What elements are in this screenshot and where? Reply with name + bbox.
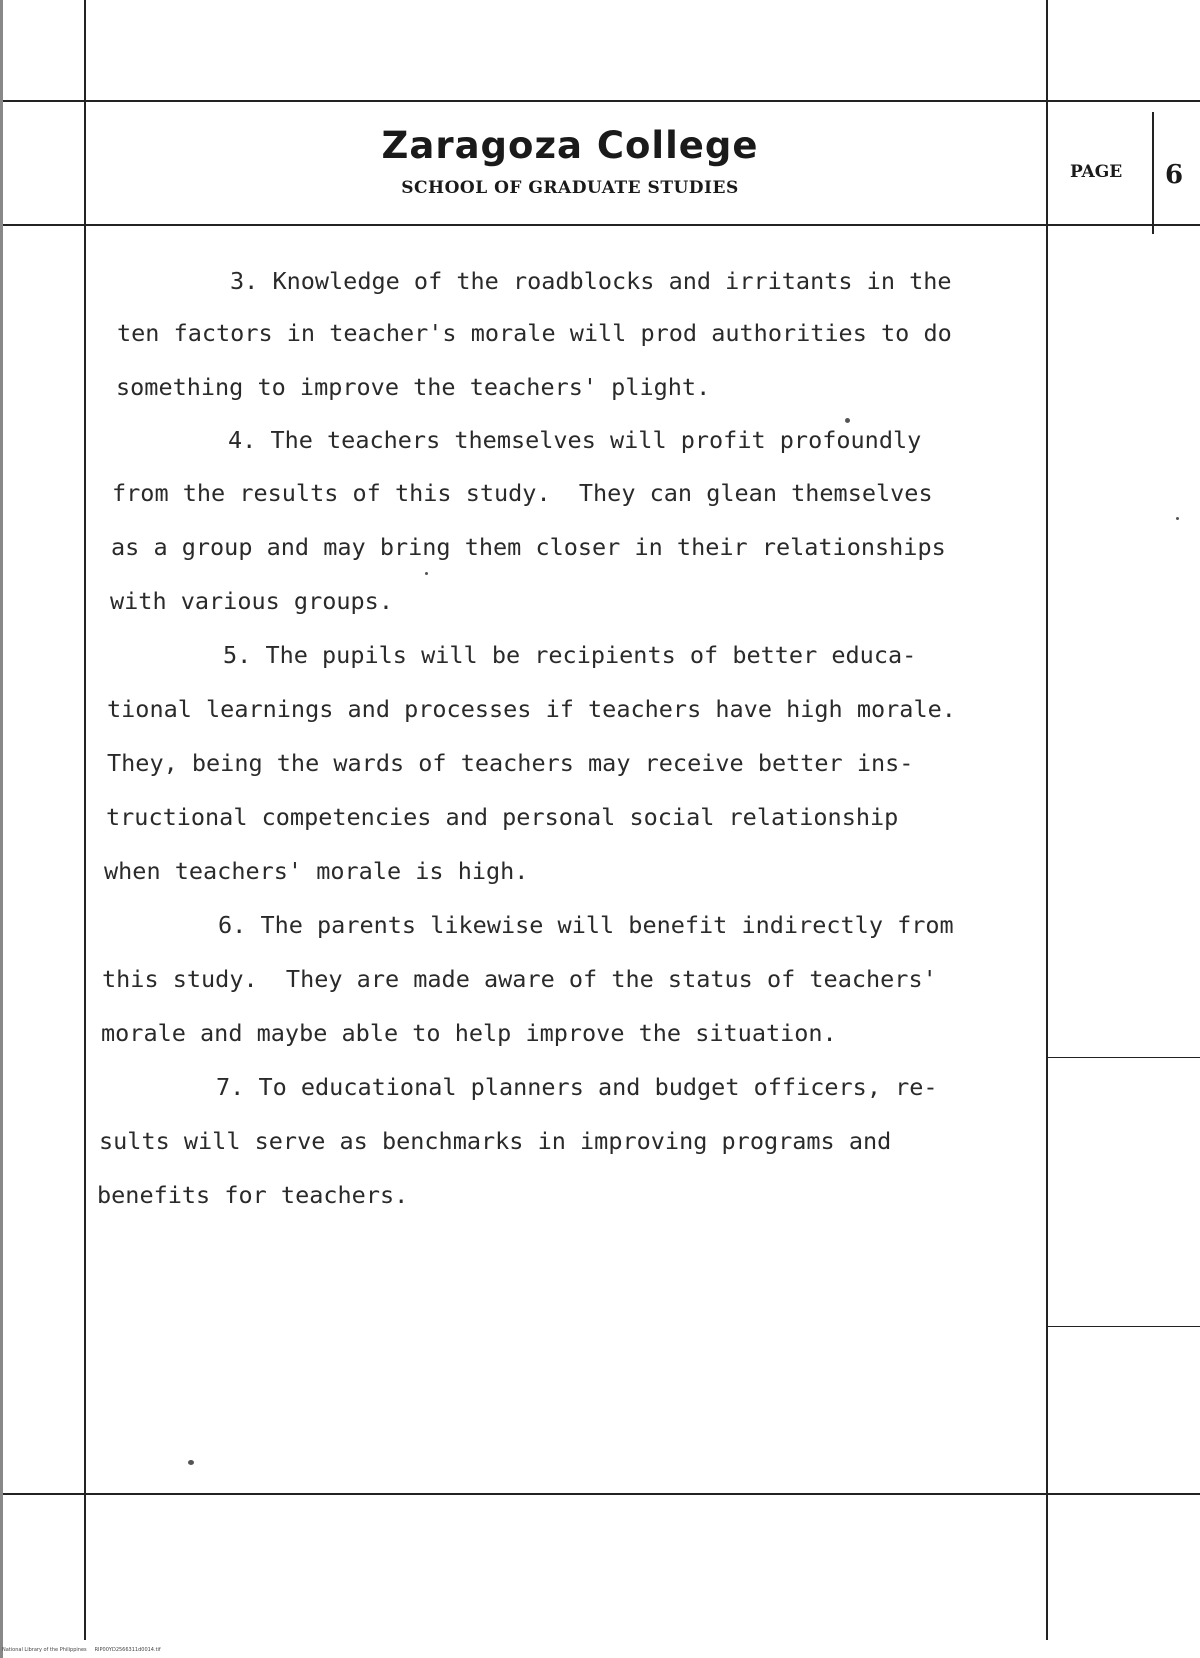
body-line: 7. To educational planners and budget officers, re-	[216, 1073, 938, 1101]
body-line: with various groups.	[110, 587, 393, 615]
school-name: SCHOOL OF GRADUATE STUDIES	[401, 178, 739, 198]
scan-speck	[845, 418, 850, 423]
right-tick-rule-1	[1048, 1057, 1200, 1058]
left-scan-edge	[0, 0, 3, 1658]
scan-speck	[425, 572, 428, 575]
page-number: 6	[1165, 160, 1184, 190]
header-bottom-rule	[0, 224, 1200, 226]
left-margin-rule	[84, 0, 86, 1640]
footer-credit: National Library of the Philippines RIP00YD2566311d0014.tif	[2, 1647, 161, 1653]
body-line: sults will serve as benchmarks in improving programs and	[99, 1127, 892, 1155]
body-line: 3. Knowledge of the roadblocks and irritants in the	[230, 267, 952, 295]
page-box-divider	[1152, 112, 1154, 234]
right-tick-rule-2	[1048, 1326, 1200, 1327]
body-line: when teachers' morale is high.	[104, 857, 529, 885]
body-line: benefits for teachers.	[97, 1181, 409, 1209]
body-line: from the results of this study. They can glean themselves	[112, 479, 933, 507]
right-margin-rule	[1046, 0, 1048, 1640]
page-label: PAGE	[1070, 162, 1123, 182]
body-line: 4. The teachers themselves will profit profoundly	[228, 426, 922, 454]
body-line: something to improve the teachers' plight.	[116, 373, 711, 401]
scan-speck	[1176, 517, 1179, 520]
body-line: 6. The parents likewise will benefit indirectly from	[218, 911, 954, 939]
scan-speck	[188, 1460, 194, 1465]
college-name: Zaragoza College	[381, 124, 759, 167]
header-top-rule	[0, 100, 1200, 102]
body-line: tional learnings and processes if teachers have high morale.	[107, 695, 956, 723]
body-line: ten factors in teacher's morale will prod authorities to do	[117, 319, 952, 347]
body-line: this study. They are made aware of the status of teachers'	[102, 965, 937, 993]
body-line: 5. The pupils will be recipients of better educa-	[223, 641, 917, 669]
body-line: They, being the wards of teachers may receive better ins-	[107, 749, 914, 777]
body-line: tructional competencies and personal social relationship	[106, 803, 899, 831]
footer-rule	[0, 1493, 1200, 1495]
body-line: morale and maybe able to help improve the situation.	[101, 1019, 837, 1047]
body-line: as a group and may bring them closer in their relationships	[111, 533, 946, 561]
